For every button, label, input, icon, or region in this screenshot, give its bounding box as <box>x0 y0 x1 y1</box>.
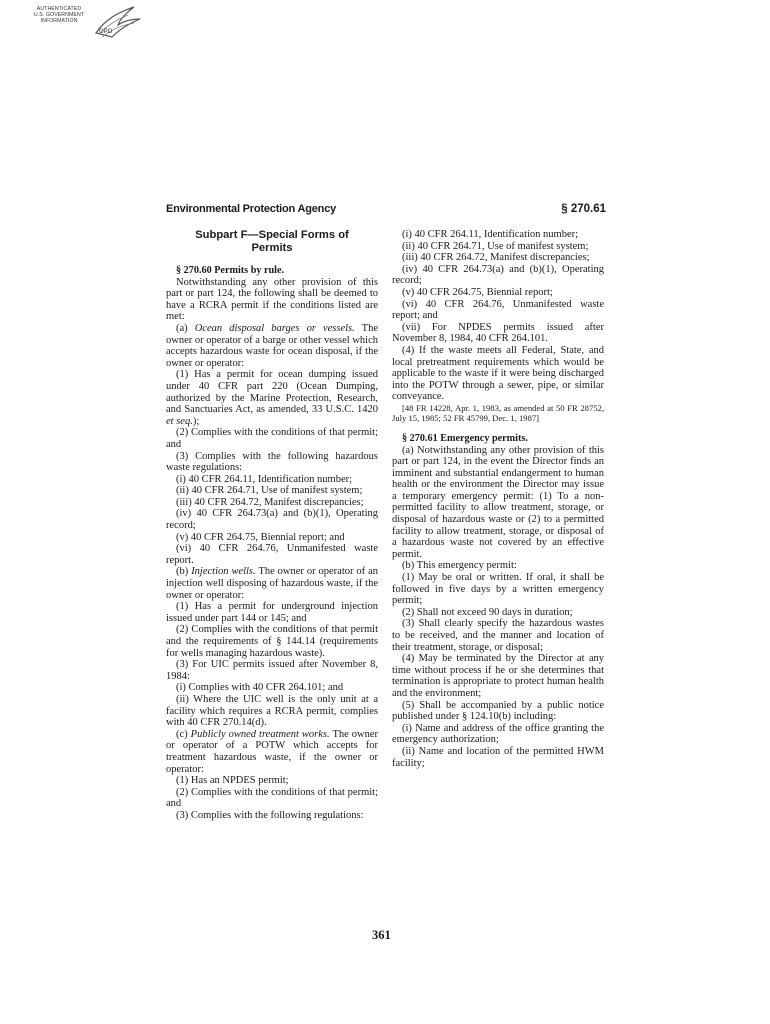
paragraph-a3-v: (v) 40 CFR 264.75, Biennial report; and <box>176 531 345 543</box>
paragraph-b3-ii: (ii) Where the UIC well is the only unit at a facility which requires a RCRA permit, complies with 40 CFR 270.14(d). <box>166 693 378 729</box>
paragraph-c3-i: (i) 40 CFR 264.11, Identification number; <box>402 229 579 240</box>
paragraph-c4: (4) If the waste meets all Federal, State, and local pretreatment requirements which would be applicable to the waste if it were being discharged into the POTW through a sewer, pipe, or similar conveyance. <box>392 344 604 403</box>
section-heading-270-60: § 270.60 Permits by rule. <box>176 265 285 276</box>
paragraph-b3: (3) For UIC permits issued after November 8, 1984: <box>166 659 378 682</box>
paragraph-a: (a) Notwithstanding any other provision of this part or part 124, in the event the Director finds an imminent and substantial endangerment to human health or the environment the Director may issue a temporary emergency permit: (1) To a non-permitted facility to allow treatment, storage, or disposal of hazardous waste or (2) to a permitted facility to allow treatment, storage, or disposal of a hazardous waste not covered by an effective permit. <box>392 444 604 560</box>
source-citation: [48 FR 14228, Apr. 1, 1983, as amended at 50 FR 28752, July 15, 1985; 52 FR 45799, Dec. 1, 1987] <box>392 402 604 423</box>
paragraph-b: (b) This emergency permit: <box>402 560 517 572</box>
para-title: Publicly owned treatment works. <box>190 728 330 740</box>
paragraph-c3-iv: (iv) 40 CFR 264.73(a) and (b)(1), Operating record; <box>392 263 604 287</box>
paragraph-b3: (3) Shall clearly specify the hazardous wastes to be received, and the manner and location of their treatment, storage, or disposal; <box>392 618 604 653</box>
paragraph-c2: (2) Complies with the conditions of that permit; and <box>166 786 378 810</box>
paragraph-c3-vi: (vi) 40 CFR 264.76, Unmanifested waste report; and <box>392 298 604 322</box>
para-text: (1) Has a permit for ocean dumping issued under 40 CFR part 220 (Ocean Dumping, authorized by the Marine Protection, Research, and Sanctuaries Act, as amended, 33 U.S.C. 1420 <box>166 369 378 416</box>
gpo-authentication-seal <box>30 3 145 43</box>
et-seq: et seq. <box>166 415 193 427</box>
paragraph-a3-i: (i) 40 CFR 264.11, Identification number; <box>176 473 353 485</box>
gpo-mark: GPO <box>99 29 113 35</box>
para-end: ); <box>192 415 200 427</box>
seal-line-2: U.S. GOVERNMENT <box>33 11 85 18</box>
para-label: (b) <box>176 566 189 578</box>
paragraph-b4: (4) May be terminated by the Director at any time without process if he or she determines that termination is appropriate to protect human health and the environment; <box>392 653 604 699</box>
paragraph: Notwithstanding any other provision of this part or part 124, the following shall be deemed to have a RCRA permit if the conditions listed are met: <box>166 276 378 323</box>
subpart-title: Subpart F—Special Forms of Permits <box>195 229 349 254</box>
paragraph-b5-i: (i) Name and address of the office granting the emergency authorization; <box>392 722 604 746</box>
para-label: (c) <box>176 728 188 740</box>
para-title: Ocean disposal barges or vessels. <box>194 322 355 334</box>
running-header-agency: Environmental Protection Agency <box>166 203 337 215</box>
para-text: The owner or operator of a POTW which accepts for treatment hazardous waste, if the owner or operator: <box>166 728 378 775</box>
paragraph-a3-iii: (iii) 40 CFR 264.72, Manifest discrepancies; <box>176 496 364 508</box>
paragraph-b3-i: (i) Complies with 40 CFR 264.101; and <box>176 682 344 694</box>
paragraph-b <box>166 566 378 601</box>
right-column <box>392 229 604 769</box>
paragraph-c <box>166 729 378 775</box>
paragraph-a2: (2) Complies with the conditions of that permit; and <box>166 427 378 450</box>
paragraph-a3-ii: (ii) 40 CFR 264.71, Use of manifest system; <box>176 485 363 497</box>
paragraph-b1: (1) Has a permit for underground injection issued under part 144 or 145; and <box>166 601 378 624</box>
paragraph-a3-vi: (vi) 40 CFR 264.76, Unmanifested waste report. <box>166 543 378 566</box>
paragraph-b2: (2) Shall not exceed 90 days in duration; <box>402 606 573 618</box>
seal-line-1: AUTHENTICATED <box>36 6 82 12</box>
paragraph-b1: (1) May be oral or written. If oral, it shall be followed in five days by a written emergency permit; <box>392 572 604 607</box>
paragraph-b5: (5) Shall be accompanied by a public notice published under § 124.10(b) including: <box>392 699 604 723</box>
para-text: The owner or operator of a barge or other vessel which accepts hazardous waste for ocean disposal, if the owner or operator: <box>166 322 378 369</box>
paragraph-c3-ii: (ii) 40 CFR 264.71, Use of manifest system; <box>402 240 589 252</box>
para-text: The owner or operator of an injection well disposing of hazardous waste, if the owner or operator: <box>166 566 379 601</box>
paragraph-c1: (1) Has an NPDES permit; <box>176 775 289 787</box>
paragraph-c3-v: (v) 40 CFR 264.75, Biennial report; <box>402 286 553 298</box>
paragraph-c3: (3) Complies with the following regulations: <box>176 809 364 821</box>
running-header-section: § 270.61 <box>561 203 606 215</box>
paragraph-b5-ii: (ii) Name and location of the permitted HWM facility; <box>392 745 604 769</box>
section-heading-270-61: § 270.61 Emergency permits. <box>402 432 528 444</box>
paragraph-a <box>166 323 378 369</box>
paragraph-c3-vii: (vii) For NPDES permits issued after November 8, 1984, 40 CFR 264.101. <box>392 321 604 345</box>
eagle-icon <box>90 3 144 43</box>
left-column <box>166 229 378 822</box>
para-label: (a) <box>176 322 188 334</box>
seal-line-3: INFORMATION <box>40 17 78 24</box>
paragraph-a3-iv: (iv) 40 CFR 264.73(a) and (b)(1), Operating record; <box>166 508 378 532</box>
seal-text <box>30 7 88 24</box>
paragraph-a3: (3) Complies with the following hazardous waste regulations: <box>166 450 378 474</box>
page-number: 361 <box>372 928 391 942</box>
paragraph-c3-iii: (iii) 40 CFR 264.72, Manifest discrepancies; <box>402 252 590 264</box>
paragraph-b2: (2) Complies with the conditions of that permit and the requirements of § 144.14 (requirements for wells managing hazardous waste). <box>166 624 378 659</box>
para-title: Injection wells. <box>191 566 256 578</box>
paragraph-a1 <box>166 369 378 427</box>
